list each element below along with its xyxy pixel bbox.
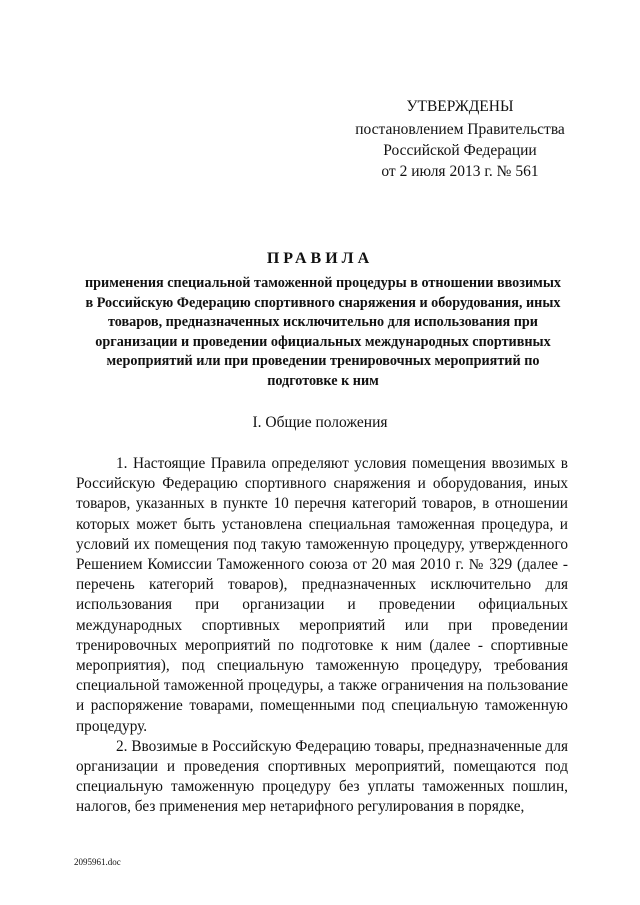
section-heading: I. Общие положения: [252, 414, 388, 431]
rules-title: ПРАВИЛА: [266, 250, 374, 267]
paragraph-2: 2. Ввозимые в Российскую Федерацию товары, предназначенные для организации и проведения спортивных мероприятий, помещаются под специальную таможенную процедуру без уплаты таможенных пошлин, налогов, без применения мер нетарифного регулирования в порядке,: [76, 737, 568, 816]
approval-block: [340, 96, 580, 182]
approval-line-1: постановлением Правительства: [355, 121, 565, 138]
body-text: [76, 454, 568, 818]
footer-doc-id: 2095961.doc: [74, 857, 121, 867]
approval-line-2: Российской Федерации: [383, 142, 537, 159]
approval-title: УТВЕРЖДЕНЫ: [406, 98, 514, 115]
rules-subtitle: применения специальной таможенной процедуры в отношении ввозимых в Российскую Федерацию спортивного снаряжения и оборудования, иных товаров, предназначенных исключительно для использования при организации и проведении официальных международных спортивных мероприятий или при проведении тренировочных мероприятий по подготовке к ним: [84, 275, 561, 389]
approval-line-3: от 2 июля 2013 г. № 561: [381, 163, 539, 180]
paragraph-1: 1. Настоящие Правила определяют условия помещения ввозимых в Российскую Федерацию спортивного снаряжения и оборудования, иных товаров, указанных в пункте 10 перечня категорий товаров, в отношении которых может быть установлена специальная таможенная процедура, и условий их помещения под такую таможенную процедуру, утвержденного Решением Комиссии Таможенного союза от 20 мая 2010 г. № 329 (далее - перечень категорий товаров), предназначенных исключительно для использования при организации и проведении официальных международных спортивных мероприятий или при проведении тренировочных мероприятий по подготовке к ним (далее - спортивные мероприятия), под специальную таможенную процедуру, требования специальной таможенной процедуры, а также ограничения на пользование и распоряжение товарами, помещенными под специальную таможенную процедуру.: [76, 455, 568, 735]
